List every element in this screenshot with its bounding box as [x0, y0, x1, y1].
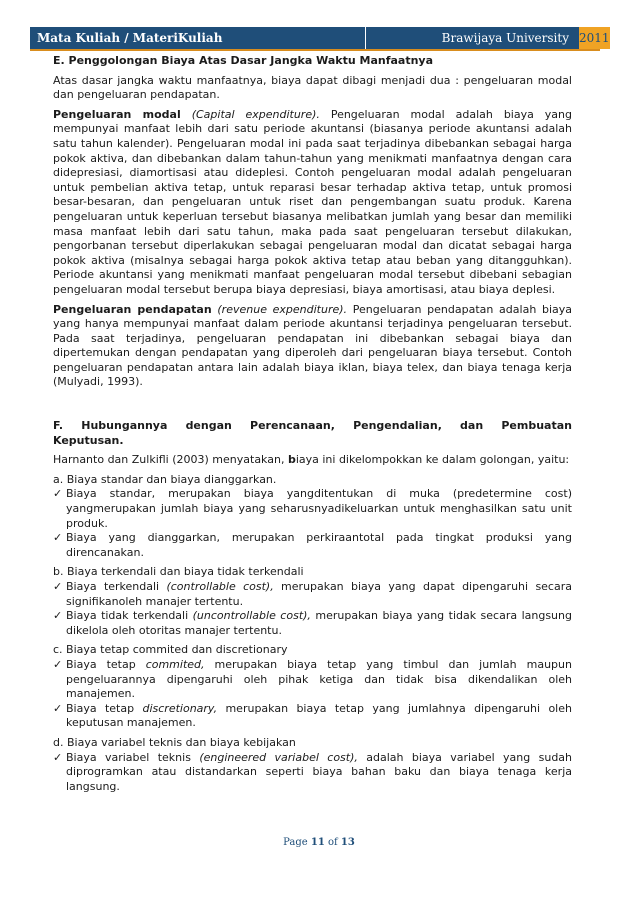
cost-group-label: a. Biaya standar dan biaya dianggarkan. [53, 472, 277, 486]
header-year: 2011 [579, 27, 610, 49]
section-f-heading: F. Hubungannya dengan Perencanaan, Pengendalian, dan Pembuatan [53, 419, 572, 433]
section-f-heading-line2: Keputusan. [53, 433, 124, 447]
list-item-text: Biaya tetap commited, merupakan biaya tetap yang timbul dan jumlah maupun pengeluarannya dipengaruhi oleh pihak ketiga dan tidak bisa dikendalikan oleh manajemen. [66, 657, 572, 701]
cost-group-label: c. Biaya tetap commited dan discretionary [53, 643, 288, 657]
page-total: 13 [340, 837, 355, 848]
section-e-intro: Atas dasar jangka waktu manfaatnya, biaya dapat dibagi menjadi dua : pengeluaran modal dan pengeluaran pendapatan. [53, 73, 572, 102]
checkmark-icon: ✓ [53, 609, 63, 623]
document-body [53, 54, 572, 799]
cost-group [53, 473, 572, 561]
list-item [53, 702, 572, 731]
cost-groups [53, 473, 572, 794]
list-item [53, 609, 572, 638]
checkmark-icon: ✓ [53, 487, 63, 501]
list-item-text: Biaya terkendali (controllable cost), merupakan biaya yang dapat dipengaruhi secara signifikanoleh manajer tertentu. [66, 580, 572, 608]
list-item [53, 580, 572, 609]
list-item-text: Biaya variabel teknis (engineered variabel cost), adalah biaya variabel yang sudah diprogramkan atau distandarkan seperti biaya bahan baku dan biaya tenaga kerja langsung. [66, 750, 573, 793]
revenue-term: Pengeluaran pendapatan [53, 302, 212, 316]
checkmark-icon: ✓ [53, 701, 63, 715]
list-item-text: Biaya yang dianggarkan, merupakan perkiraantotal pada tingkat produksi yang direncanakan. [66, 531, 572, 559]
list-item [53, 658, 572, 702]
page-number: 11 [310, 837, 325, 848]
cost-group [53, 736, 572, 794]
university-name: Brawijaya University [365, 27, 579, 49]
capital-term-en: (Capital expenditure). [191, 107, 320, 121]
capital-term: Pengeluaran modal [53, 107, 181, 121]
capital-text: Pengeluaran modal adalah biaya yang mempunyai manfaat lebih dari satu periode akuntansi (biasanya periode akuntansi adalah satu tahun kalender). Pengeluaran modal ini pada saat terjadinya dibebankan sebagai harga pokok aktiva, dan dibebankan dalam tahun-tahun yang menikmati manfaatnya dengan cara didepresiasi, diamortisasi atau dideplesi. Contoh pengeluaran modal adalah pengeluaran untuk pembelian aktiva tetap, untuk reparasi besar terhadap aktiva tetap, untuk promosi besar-besaran, dan pengeluaran untuk riset dan pengembangan suatu produk. Karena pengeluaran untuk keperluan tersebut biasanya melibatkan jumlah yang besar dan memiliki masa manfaat lebih dari satu tahun, maka pada saat pengeluaran tersebut dilakukan, pengorbanan tersebut diperlakukan sebagai pengeluaran modal dan dicatat sebagai harga pokok aktiva (misalnya sebagai harga pokok aktiva tetap atau beban yang ditangguhkan). Periode akuntansi yang menikmati manfaat pengeluaran modal tersebut dibebani sebagian pengeluaran modal tersebut berupa biaya depresiasi, biaya amortisasi, atau biaya deplesi. [53, 107, 572, 296]
list-item-text: Biaya tetap discretionary, merupakan biaya tetap yang jumlahnya dipengaruhi oleh keputusan manajemen. [66, 701, 572, 730]
checkmark-icon: ✓ [53, 531, 63, 545]
revenue-term-en: (revenue expenditure). [217, 302, 348, 316]
list-item-text: Biaya tidak terkendali (uncontrollable cost), merupakan biaya yang tidak secara langsung dikelola oleh otoritas manajer tertentu. [66, 609, 572, 637]
page-footer: Page 11 of 13 [283, 837, 355, 848]
list-item [53, 487, 572, 531]
capital-expenditure-paragraph [53, 108, 572, 298]
section-f-intro: Harnanto dan Zulkifli (2003) menyatakan, biaya ini dikelompokkan ke dalam golongan, yaitu: [53, 453, 570, 467]
page-header [30, 27, 610, 51]
section-e-heading: E. Penggolongan Biaya Atas Dasar Jangka Waktu Manfaatnya [53, 54, 434, 67]
checkmark-icon: ✓ [53, 657, 63, 671]
list-item-text: Biaya standar, merupakan biaya yangditentukan di muka (predetermine cost) yangmerupakan jumlah biaya yang seharusnyadikeluarkan untuk menghasilkan satu unit produk. [66, 487, 572, 530]
checkmark-icon: ✓ [53, 750, 63, 764]
cost-group-label: b. Biaya terkendali dan biaya tidak terkendali [53, 565, 304, 579]
cost-group [53, 643, 572, 731]
checkmark-icon: ✓ [53, 580, 63, 593]
cost-group [53, 565, 572, 638]
cost-group-label: d. Biaya variabel teknis dan biaya kebijakan [53, 735, 296, 749]
list-item [53, 751, 572, 795]
list-item [53, 531, 572, 560]
course-title: Mata Kuliah / MateriKuliah [30, 27, 365, 49]
revenue-expenditure-paragraph [53, 303, 572, 391]
revenue-text: Pengeluaran pendapatan adalah biaya yang hanya mempunyai manfaat dalam periode akuntansi terjadinya pengeluaran tersebut. Pada saat terjadinya, pengeluaran pendapatan ini dibebankan sebagai biaya dan dipertemukan dengan pendapatan yang diperoleh dari pengeluaran biaya tersebut. Contoh pengeluaran pendapatan antara lain adalah biaya iklan, biaya telex, dan biaya tenaga kerja (Mulyadi, 1993). [53, 302, 573, 389]
